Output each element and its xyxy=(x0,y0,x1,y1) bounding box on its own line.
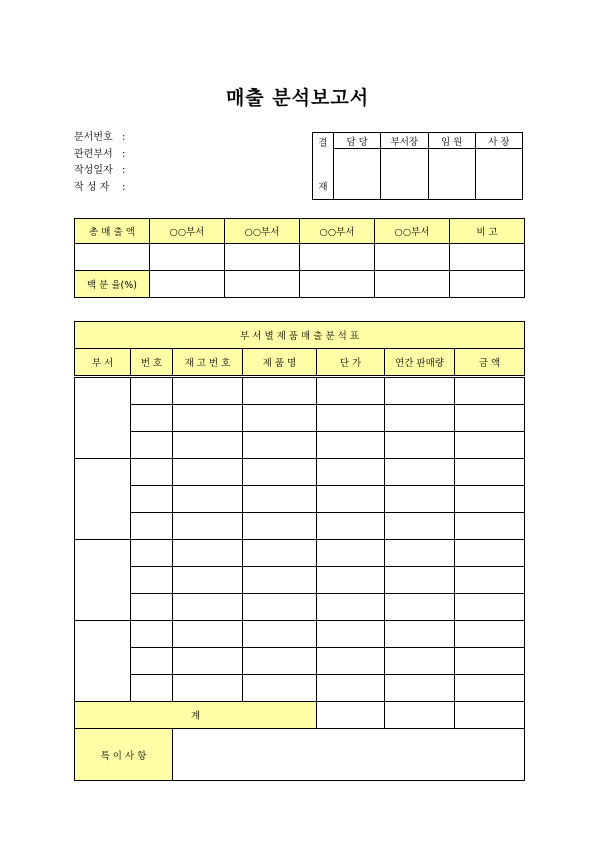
number-cell[interactable] xyxy=(131,675,173,702)
summary-header: ○○부서 xyxy=(300,219,375,244)
stock-number-cell[interactable] xyxy=(173,621,243,648)
unit-price-cell[interactable] xyxy=(317,513,385,540)
summary-cell[interactable] xyxy=(150,244,225,271)
amount-cell[interactable] xyxy=(455,648,525,675)
unit-price-cell[interactable] xyxy=(317,486,385,513)
annual-sales-cell[interactable] xyxy=(385,405,455,432)
approval-table xyxy=(312,132,523,200)
annual-sales-cell[interactable] xyxy=(385,513,455,540)
number-cell[interactable] xyxy=(131,540,173,567)
stock-number-cell[interactable] xyxy=(173,540,243,567)
product-name-cell[interactable] xyxy=(243,459,317,486)
analysis-table xyxy=(74,321,525,781)
number-cell[interactable] xyxy=(131,567,173,594)
approval-side-label: 결 재 xyxy=(313,133,334,200)
product-name-cell[interactable] xyxy=(243,675,317,702)
summary-cell[interactable] xyxy=(225,271,300,298)
unit-price-cell[interactable] xyxy=(317,648,385,675)
annual-sales-cell[interactable] xyxy=(385,567,455,594)
meta-label: 작 성 자 xyxy=(74,181,110,193)
approval-header: 담 당 xyxy=(334,133,381,149)
stock-number-cell[interactable] xyxy=(173,675,243,702)
column-header-department: 부 서 xyxy=(75,349,131,377)
stock-number-cell[interactable] xyxy=(173,567,243,594)
unit-price-cell[interactable] xyxy=(317,675,385,702)
annual-sales-cell[interactable] xyxy=(385,594,455,621)
product-name-cell[interactable] xyxy=(243,432,317,459)
product-name-cell[interactable] xyxy=(243,513,317,540)
department-cell[interactable] xyxy=(75,377,131,459)
product-name-cell[interactable] xyxy=(243,540,317,567)
column-header-annual-sales: 연간 판매량 xyxy=(385,349,455,377)
product-name-cell[interactable] xyxy=(243,621,317,648)
table-row xyxy=(75,486,525,513)
table-row xyxy=(75,621,525,648)
stock-number-cell[interactable] xyxy=(173,648,243,675)
summary-cell[interactable] xyxy=(450,271,525,298)
stock-number-cell[interactable] xyxy=(173,486,243,513)
product-name-cell[interactable] xyxy=(243,594,317,621)
number-cell[interactable] xyxy=(131,377,173,405)
total-label: 계 xyxy=(75,702,317,729)
annual-sales-cell[interactable] xyxy=(385,648,455,675)
document-title: 매출 분석보고서 xyxy=(225,87,370,109)
table-row xyxy=(75,675,525,702)
total-unit-price-cell[interactable] xyxy=(317,702,385,729)
summary-cell[interactable] xyxy=(375,244,450,271)
approval-header: 사 장 xyxy=(475,133,522,149)
annual-sales-cell[interactable] xyxy=(385,621,455,648)
total-amount-cell[interactable] xyxy=(455,702,525,729)
amount-cell[interactable] xyxy=(455,432,525,459)
amount-cell[interactable] xyxy=(455,377,525,405)
signature-cell[interactable] xyxy=(334,149,381,200)
unit-price-cell[interactable] xyxy=(317,377,385,405)
stock-number-cell[interactable] xyxy=(173,405,243,432)
product-name-cell[interactable] xyxy=(243,648,317,675)
summary-header: ○○부서 xyxy=(375,219,450,244)
product-name-cell[interactable] xyxy=(243,377,317,405)
stock-number-cell[interactable] xyxy=(173,432,243,459)
document-meta xyxy=(74,130,132,196)
table-row xyxy=(75,648,525,675)
summary-header: 비 고 xyxy=(450,219,525,244)
unit-price-cell[interactable] xyxy=(317,621,385,648)
summary-cell[interactable] xyxy=(375,271,450,298)
number-cell[interactable] xyxy=(131,621,173,648)
product-name-cell[interactable] xyxy=(243,486,317,513)
column-header-product-name: 제 품 명 xyxy=(243,349,317,377)
amount-cell[interactable] xyxy=(455,459,525,486)
meta-colon: : xyxy=(122,165,126,176)
meta-label: 작성일자 xyxy=(74,165,113,176)
department-cell[interactable] xyxy=(75,540,131,621)
table-row xyxy=(75,513,525,540)
unit-price-cell[interactable] xyxy=(317,459,385,486)
meta-colon: : xyxy=(122,181,126,193)
number-cell[interactable] xyxy=(131,486,173,513)
summary-cell[interactable] xyxy=(150,271,225,298)
amount-cell[interactable] xyxy=(455,405,525,432)
meta-row-department xyxy=(74,147,132,164)
product-name-cell[interactable] xyxy=(243,405,317,432)
column-header-unit-price: 단 가 xyxy=(317,349,385,377)
number-cell[interactable] xyxy=(131,648,173,675)
column-header-number: 번 호 xyxy=(131,349,173,377)
column-header-amount: 금 액 xyxy=(455,349,525,377)
signature-cell[interactable] xyxy=(381,149,428,200)
stock-number-cell[interactable] xyxy=(173,459,243,486)
analysis-caption: 부 서 별 제 품 매 출 분 석 표 xyxy=(75,322,525,349)
meta-row-author xyxy=(74,180,132,197)
annual-sales-cell[interactable] xyxy=(385,540,455,567)
percentage-label: 백 분 율(%) xyxy=(75,271,150,298)
meta-row-date xyxy=(74,163,132,180)
signature-cell[interactable] xyxy=(428,149,475,200)
remarks-field[interactable] xyxy=(173,729,525,781)
annual-sales-cell[interactable] xyxy=(385,432,455,459)
summary-cell[interactable] xyxy=(300,244,375,271)
amount-cell[interactable] xyxy=(455,621,525,648)
annual-sales-cell[interactable] xyxy=(385,377,455,405)
unit-price-cell[interactable] xyxy=(317,540,385,567)
unit-price-cell[interactable] xyxy=(317,432,385,459)
amount-cell[interactable] xyxy=(455,486,525,513)
meta-label: 문서번호 xyxy=(74,132,113,143)
unit-price-cell[interactable] xyxy=(317,594,385,621)
unit-price-cell[interactable] xyxy=(317,405,385,432)
amount-cell[interactable] xyxy=(455,594,525,621)
annual-sales-cell[interactable] xyxy=(385,459,455,486)
department-cell[interactable] xyxy=(75,459,131,540)
summary-header: ○○부서 xyxy=(225,219,300,244)
remarks-label: 특 이 사 항 xyxy=(75,729,173,781)
number-cell[interactable] xyxy=(131,513,173,540)
meta-row-doc-number xyxy=(74,130,132,147)
summary-header: 총 매 출 액 xyxy=(75,219,150,244)
table-row xyxy=(75,377,525,405)
annual-sales-cell[interactable] xyxy=(385,675,455,702)
amount-cell[interactable] xyxy=(455,513,525,540)
table-row xyxy=(75,567,525,594)
table-row xyxy=(75,540,525,567)
meta-colon: : xyxy=(122,132,126,143)
summary-header: ○○부서 xyxy=(150,219,225,244)
column-header-stock-number: 재 고 번 호 xyxy=(173,349,243,377)
table-row xyxy=(75,594,525,621)
signature-cell[interactable] xyxy=(475,149,522,200)
product-name-cell[interactable] xyxy=(243,567,317,594)
amount-cell[interactable] xyxy=(455,567,525,594)
stock-number-cell[interactable] xyxy=(173,513,243,540)
summary-cell[interactable] xyxy=(75,244,150,271)
annual-sales-cell[interactable] xyxy=(385,486,455,513)
approval-header: 부서장 xyxy=(381,133,428,149)
unit-price-cell[interactable] xyxy=(317,567,385,594)
amount-cell[interactable] xyxy=(455,540,525,567)
stock-number-cell[interactable] xyxy=(173,377,243,405)
meta-label: 관련부서 xyxy=(74,148,113,160)
stock-number-cell[interactable] xyxy=(173,594,243,621)
number-cell[interactable] xyxy=(131,594,173,621)
table-row xyxy=(75,459,525,486)
summary-table xyxy=(74,218,525,298)
table-row xyxy=(75,432,525,459)
total-annual-sales-cell[interactable] xyxy=(385,702,455,729)
meta-colon: : xyxy=(122,148,126,160)
department-cell[interactable] xyxy=(75,621,131,702)
number-cell[interactable] xyxy=(131,459,173,486)
number-cell[interactable] xyxy=(131,405,173,432)
number-cell[interactable] xyxy=(131,432,173,459)
table-row xyxy=(75,405,525,432)
analysis-rows xyxy=(75,377,525,702)
summary-cell[interactable] xyxy=(300,271,375,298)
summary-cell[interactable] xyxy=(450,244,525,271)
summary-cell[interactable] xyxy=(225,244,300,271)
amount-cell[interactable] xyxy=(455,675,525,702)
approval-header: 임 원 xyxy=(428,133,475,149)
